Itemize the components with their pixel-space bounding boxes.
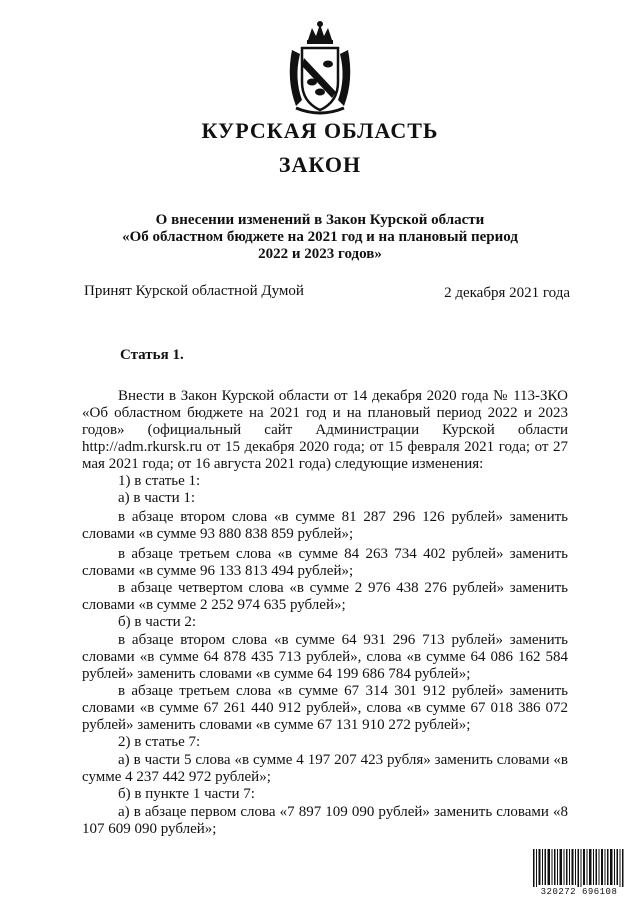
document-type: ЗАКОН [278, 152, 362, 177]
body-paragraph: в абзаце втором слова «в сумме 81 287 296 126 рублей» заменить словами «в сумме 93 880 838 859 рублей»; [82, 509, 568, 542]
body-paragraph: а) в части 1: [118, 490, 196, 506]
body-paragraph: б) в части 2: [118, 614, 197, 630]
subject-line: «Об областном бюджете на 2021 год и на плановый период [122, 229, 518, 245]
adoption-date: 2 декабря 2021 года [444, 285, 570, 301]
body-paragraph: а) в части 5 слова «в сумме 4 197 207 423 рубля» заменить словами «в сумме 4 237 442 972 рублей»; [82, 752, 568, 785]
body-paragraph: в абзаце втором слова «в сумме 64 931 296 713 рублей» заменить словами «в сумме 64 878 435 713 рублей», слова «в сумме 64 086 162 584 рублей» заменить словами «в сумме 64 199 686 784 рублей»; [82, 632, 568, 682]
body-paragraph: 2) в статье 7: [118, 734, 201, 750]
subject-line: 2022 и 2023 годов» [258, 246, 382, 262]
article-heading: Статья 1. [120, 347, 184, 363]
body-paragraph: в абзаце четвертом слова «в сумме 2 976 438 276 рублей» заменить словами «в сумме 2 252 974 635 рублей»; [82, 580, 568, 613]
body-paragraph: б) в пункте 1 части 7: [118, 786, 255, 802]
adopted-by: Принят Курской областной Думой [84, 283, 304, 299]
law-subject [100, 212, 540, 263]
body-paragraph: Внести в Закон Курской области от 14 декабря 2020 года № 113-ЗКО «Об областном бюджете на 2021 год и на плановый период 2022 и 2023 годов» (официальный сайт Администрации Курской области http://adm.rkursk.ru от 15 декабря 2020 года; от 15 февраля 2021 года; от 27 мая 2021 года; от 16 августа 2021 года) следующие изменения: [82, 388, 568, 472]
body-paragraph: в абзаце третьем слова «в сумме 84 263 734 402 рублей» заменить словами «в сумме 96 133 813 494 рублей»; [82, 546, 568, 579]
subject-line: О внесении изменений в Закон Курской области [155, 212, 485, 228]
barcode-bars-icon [533, 849, 625, 889]
coat-of-arms-emblem [282, 20, 358, 116]
body-paragraph: а) в абзаце первом слова «7 897 109 090 рублей» заменить словами «8 107 609 090 рублей»; [82, 804, 568, 837]
barcode-number: 320272 696108 [533, 887, 625, 897]
barcode [533, 849, 625, 897]
body-paragraph: в абзаце третьем слова «в сумме 67 314 301 912 рублей» заменить словами «в сумме 67 261 440 912 рублей», слова «в сумме 67 018 386 072 рублей» заменить словами «в сумме 67 131 910 272 рублей»; [82, 683, 568, 733]
body-paragraph: 1) в статье 1: [118, 473, 201, 489]
region-title: КУРСКАЯ ОБЛАСТЬ [201, 118, 439, 143]
